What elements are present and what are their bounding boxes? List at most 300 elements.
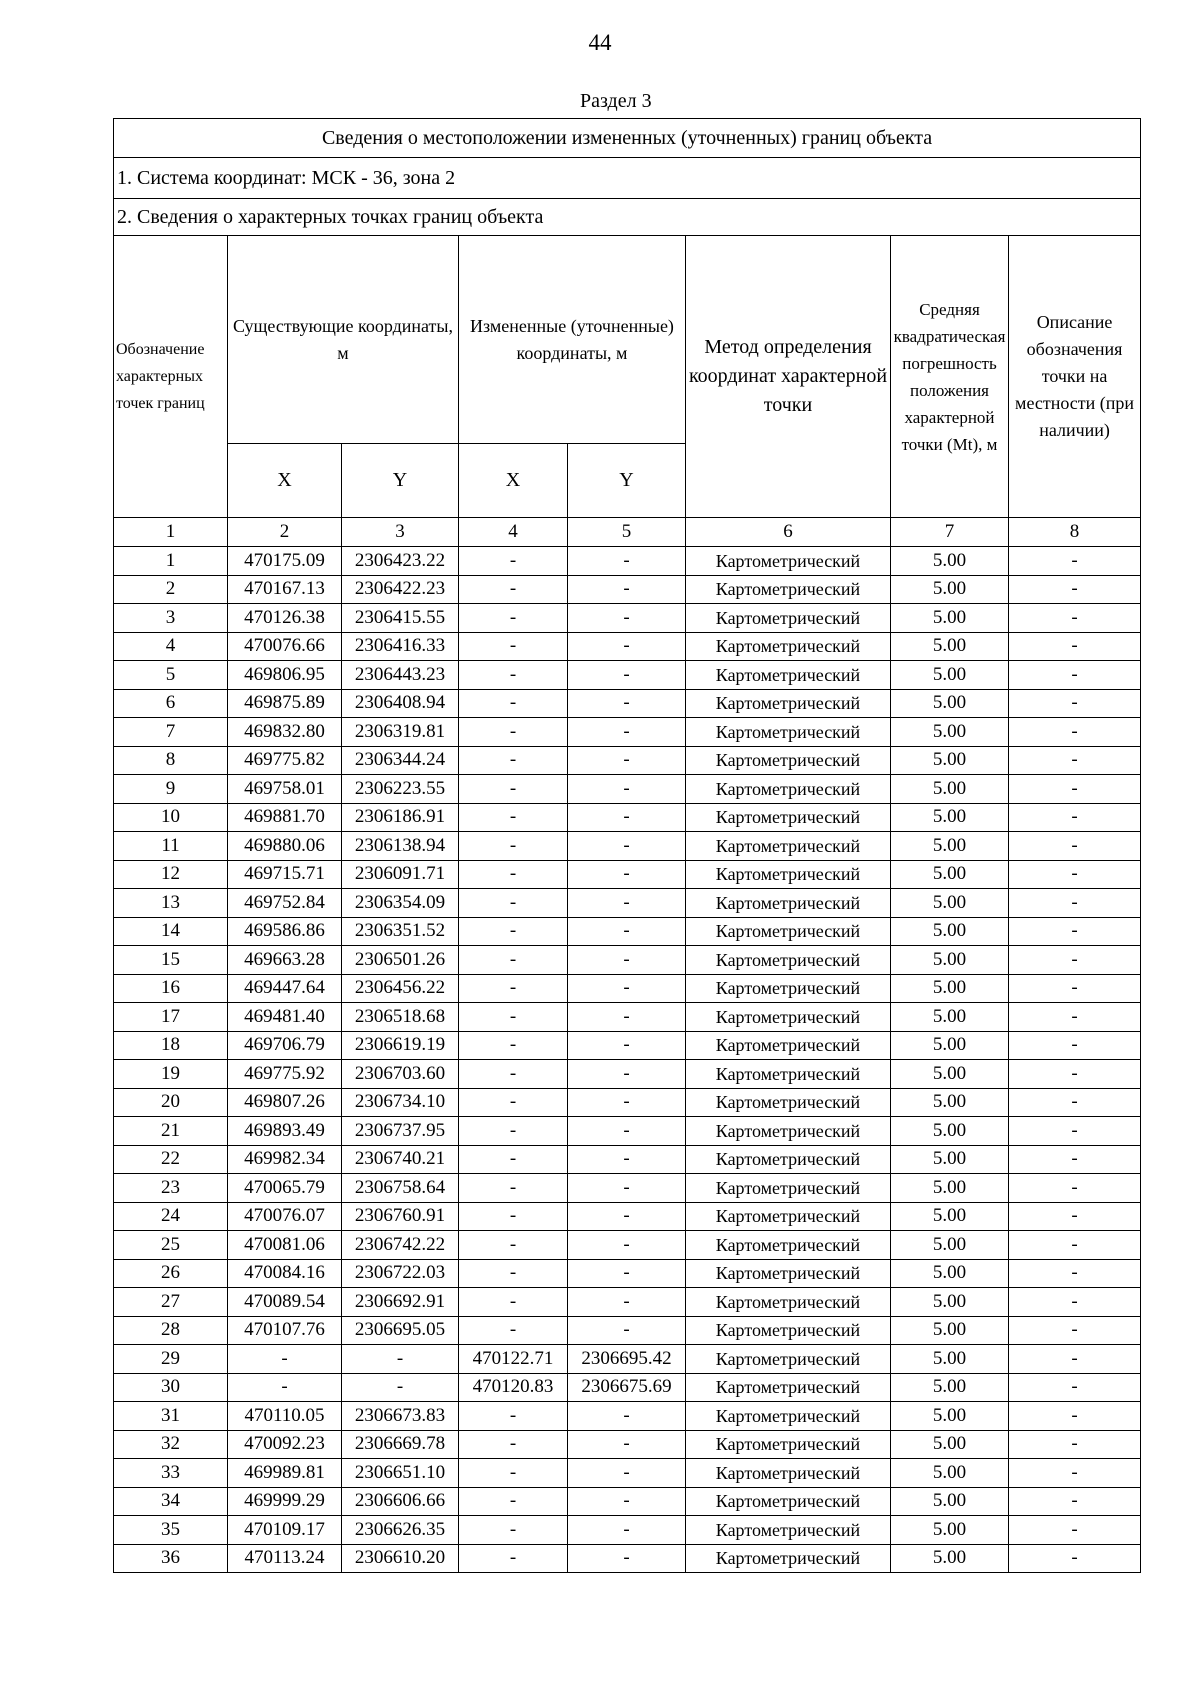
existing-y-cell: 2306760.91 [342,1202,459,1231]
point-id-cell: 14 [114,917,228,946]
table-row [114,1487,1141,1516]
method-cell: Картометрический [686,1516,891,1545]
method-cell: Картометрический [686,718,891,747]
table-row [114,1430,1141,1459]
changed-x-cell: - [459,1174,568,1203]
existing-x-cell: 469481.40 [228,1003,342,1032]
changed-x-cell: - [459,1544,568,1573]
table-row [114,1345,1141,1374]
existing-y-cell: 2306692.91 [342,1288,459,1317]
changed-y-cell: - [568,917,686,946]
header-existing-coords: Существующие координаты, м [228,236,459,444]
existing-x-cell: 470126.38 [228,604,342,633]
error-cell: 5.00 [891,1259,1009,1288]
changed-x-cell: - [459,1088,568,1117]
column-number: 5 [568,518,686,547]
existing-x-cell: 470113.24 [228,1544,342,1573]
method-cell: Картометрический [686,1174,891,1203]
changed-y-cell: - [568,746,686,775]
point-id-cell: 33 [114,1459,228,1488]
table-row [114,974,1141,1003]
changed-x-cell: - [459,632,568,661]
error-cell: 5.00 [891,1316,1009,1345]
changed-x-cell: - [459,1288,568,1317]
changed-x-cell: - [459,1316,568,1345]
existing-x-cell: 469832.80 [228,718,342,747]
header-changed-x: X [459,444,568,518]
table-row [114,718,1141,747]
existing-y-cell: 2306518.68 [342,1003,459,1032]
existing-x-cell: 469982.34 [228,1145,342,1174]
existing-y-cell: 2306456.22 [342,974,459,1003]
changed-y-cell: - [568,1259,686,1288]
changed-y-cell: - [568,718,686,747]
changed-y-cell: - [568,575,686,604]
changed-y-cell: - [568,689,686,718]
changed-x-cell: - [459,1202,568,1231]
point-id-cell: 15 [114,946,228,975]
method-cell: Картометрический [686,575,891,604]
error-cell: 5.00 [891,1202,1009,1231]
method-cell: Картометрический [686,632,891,661]
table-row [114,1088,1141,1117]
header-error: Средняя квадратическая погрешность положения характерной точки (Mt), м [891,236,1009,518]
changed-y-cell: - [568,1430,686,1459]
table-row [114,946,1141,975]
existing-y-cell: 2306319.81 [342,718,459,747]
changed-y-cell: - [568,1516,686,1545]
table-row [114,1288,1141,1317]
existing-y-cell: - [342,1373,459,1402]
changed-y-cell: - [568,1231,686,1260]
existing-y-cell: - [342,1345,459,1374]
table-row [114,1544,1141,1573]
error-cell: 5.00 [891,746,1009,775]
table-banner: Сведения о местоположении измененных (уточненных) границ объекта [114,119,1141,158]
existing-y-cell: 2306443.23 [342,661,459,690]
method-cell: Картометрический [686,1430,891,1459]
error-cell: 5.00 [891,661,1009,690]
changed-x-cell: - [459,661,568,690]
changed-y-cell: - [568,1088,686,1117]
error-cell: 5.00 [891,832,1009,861]
changed-x-cell: - [459,718,568,747]
error-cell: 5.00 [891,917,1009,946]
error-cell: 5.00 [891,1459,1009,1488]
method-cell: Картометрический [686,1487,891,1516]
existing-x-cell: 469758.01 [228,775,342,804]
changed-x-cell: - [459,746,568,775]
existing-y-cell: 2306091.71 [342,860,459,889]
error-cell: 5.00 [891,860,1009,889]
changed-x-cell: - [459,1145,568,1174]
method-cell: Картометрический [686,1231,891,1260]
error-cell: 5.00 [891,1003,1009,1032]
changed-x-cell: - [459,917,568,946]
method-cell: Картометрический [686,1373,891,1402]
changed-y-cell: - [568,604,686,633]
column-number: 1 [114,518,228,547]
method-cell: Картометрический [686,604,891,633]
existing-x-cell: 470175.09 [228,547,342,576]
changed-y-cell: 2306675.69 [568,1373,686,1402]
table-row [114,1516,1141,1545]
error-cell: 5.00 [891,632,1009,661]
method-cell: Картометрический [686,917,891,946]
changed-x-cell: - [459,1259,568,1288]
changed-x-cell: 470120.83 [459,1373,568,1402]
changed-y-cell: - [568,946,686,975]
method-cell: Картометрический [686,832,891,861]
table-row [114,917,1141,946]
description-cell: - [1009,974,1141,1003]
changed-x-cell: 470122.71 [459,1345,568,1374]
point-id-cell: 36 [114,1544,228,1573]
changed-x-cell: - [459,1459,568,1488]
point-id-cell: 6 [114,689,228,718]
error-cell: 5.00 [891,1345,1009,1374]
existing-y-cell: 2306223.55 [342,775,459,804]
existing-x-cell: 470084.16 [228,1259,342,1288]
error-cell: 5.00 [891,974,1009,1003]
changed-y-cell: - [568,860,686,889]
point-id-cell: 32 [114,1430,228,1459]
existing-x-cell: - [228,1373,342,1402]
description-cell: - [1009,1316,1141,1345]
table-row [114,632,1141,661]
description-cell: - [1009,1487,1141,1516]
method-cell: Картометрический [686,547,891,576]
existing-y-cell: 2306737.95 [342,1117,459,1146]
method-cell: Картометрический [686,1459,891,1488]
description-cell: - [1009,718,1141,747]
existing-x-cell: 469999.29 [228,1487,342,1516]
existing-y-cell: 2306423.22 [342,547,459,576]
description-cell: - [1009,775,1141,804]
header-description: Описание обозначения точки на местности (при наличии) [1009,236,1141,518]
existing-y-cell: 2306758.64 [342,1174,459,1203]
error-cell: 5.00 [891,1145,1009,1174]
point-id-cell: 4 [114,632,228,661]
description-cell: - [1009,547,1141,576]
method-cell: Картометрический [686,1003,891,1032]
changed-y-cell: - [568,1117,686,1146]
header-method: Метод определения координат характерной точки [686,236,891,518]
method-cell: Картометрический [686,1288,891,1317]
method-cell: Картометрический [686,1316,891,1345]
changed-y-cell: - [568,547,686,576]
description-cell: - [1009,889,1141,918]
boundary-points-table [113,118,1141,1573]
description-cell: - [1009,1459,1141,1488]
header-changed-y: Y [568,444,686,518]
existing-y-cell: 2306673.83 [342,1402,459,1431]
column-number: 8 [1009,518,1141,547]
error-cell: 5.00 [891,1060,1009,1089]
existing-x-cell: 470081.06 [228,1231,342,1260]
error-cell: 5.00 [891,718,1009,747]
point-id-cell: 26 [114,1259,228,1288]
changed-x-cell: - [459,689,568,718]
table-row [114,1031,1141,1060]
point-id-cell: 34 [114,1487,228,1516]
table-row [114,1316,1141,1345]
description-cell: - [1009,1060,1141,1089]
changed-x-cell: - [459,1487,568,1516]
existing-x-cell: 470092.23 [228,1430,342,1459]
method-cell: Картометрический [686,775,891,804]
changed-y-cell: - [568,1402,686,1431]
existing-y-cell: 2306186.91 [342,803,459,832]
point-id-cell: 28 [114,1316,228,1345]
existing-x-cell: 469875.89 [228,689,342,718]
column-number: 2 [228,518,342,547]
error-cell: 5.00 [891,803,1009,832]
point-id-cell: 22 [114,1145,228,1174]
table-row [114,1202,1141,1231]
table-row [114,832,1141,861]
changed-y-cell: - [568,1145,686,1174]
changed-x-cell: - [459,575,568,604]
description-cell: - [1009,803,1141,832]
changed-y-cell: - [568,1031,686,1060]
header-designation: Обозначение характерных точек границ [114,236,228,518]
method-cell: Картометрический [686,1060,891,1089]
error-cell: 5.00 [891,1031,1009,1060]
point-id-cell: 3 [114,604,228,633]
existing-x-cell: 469806.95 [228,661,342,690]
description-cell: - [1009,1231,1141,1260]
changed-x-cell: - [459,1231,568,1260]
method-cell: Картометрический [686,860,891,889]
table-row [114,746,1141,775]
description-cell: - [1009,1288,1141,1317]
section-label: Раздел 3 [580,90,652,112]
method-cell: Картометрический [686,974,891,1003]
error-cell: 5.00 [891,1516,1009,1545]
existing-y-cell: 2306695.05 [342,1316,459,1345]
table-row [114,1117,1141,1146]
changed-y-cell: - [568,1202,686,1231]
existing-x-cell: 470089.54 [228,1288,342,1317]
changed-y-cell: - [568,1174,686,1203]
existing-y-cell: 2306734.10 [342,1088,459,1117]
existing-y-cell: 2306422.23 [342,575,459,604]
changed-y-cell: - [568,803,686,832]
table-row [114,575,1141,604]
column-number: 4 [459,518,568,547]
changed-x-cell: - [459,803,568,832]
existing-y-cell: 2306669.78 [342,1430,459,1459]
description-cell: - [1009,1345,1141,1374]
table-row [114,1060,1141,1089]
point-id-cell: 1 [114,547,228,576]
method-cell: Картометрический [686,1031,891,1060]
existing-x-cell: 470076.66 [228,632,342,661]
existing-y-cell: 2306415.55 [342,604,459,633]
description-cell: - [1009,1373,1141,1402]
method-cell: Картометрический [686,1145,891,1174]
existing-x-cell: 469807.26 [228,1088,342,1117]
point-id-cell: 31 [114,1402,228,1431]
table-row [114,661,1141,690]
changed-y-cell: - [568,1487,686,1516]
point-id-cell: 9 [114,775,228,804]
table-row [114,1373,1141,1402]
existing-y-cell: 2306626.35 [342,1516,459,1545]
error-cell: 5.00 [891,1088,1009,1117]
description-cell: - [1009,1088,1141,1117]
changed-y-cell: - [568,889,686,918]
existing-x-cell: 469447.64 [228,974,342,1003]
error-cell: 5.00 [891,775,1009,804]
description-cell: - [1009,917,1141,946]
changed-x-cell: - [459,1117,568,1146]
existing-x-cell: 469752.84 [228,889,342,918]
existing-x-cell: 469775.92 [228,1060,342,1089]
existing-x-cell: 469893.49 [228,1117,342,1146]
point-id-cell: 35 [114,1516,228,1545]
point-id-cell: 5 [114,661,228,690]
error-cell: 5.00 [891,1402,1009,1431]
changed-y-cell: - [568,632,686,661]
table-row [114,775,1141,804]
point-id-cell: 13 [114,889,228,918]
error-cell: 5.00 [891,1174,1009,1203]
existing-x-cell: 469775.82 [228,746,342,775]
table-row [114,1402,1141,1431]
existing-y-cell: 2306138.94 [342,832,459,861]
existing-y-cell: 2306606.66 [342,1487,459,1516]
table-row [114,889,1141,918]
description-cell: - [1009,1174,1141,1203]
changed-y-cell: - [568,1060,686,1089]
table-row [114,547,1141,576]
changed-y-cell: - [568,1459,686,1488]
changed-y-cell: - [568,1544,686,1573]
description-cell: - [1009,575,1141,604]
description-cell: - [1009,1003,1141,1032]
table-row [114,1459,1141,1488]
point-id-cell: 18 [114,1031,228,1060]
error-cell: 5.00 [891,1288,1009,1317]
existing-y-cell: 2306722.03 [342,1259,459,1288]
description-cell: - [1009,1544,1141,1573]
changed-x-cell: - [459,547,568,576]
method-cell: Картометрический [686,1402,891,1431]
error-cell: 5.00 [891,547,1009,576]
existing-x-cell: 470107.76 [228,1316,342,1345]
existing-y-cell: 2306651.10 [342,1459,459,1488]
table-row [114,860,1141,889]
description-cell: - [1009,1117,1141,1146]
changed-x-cell: - [459,946,568,975]
existing-x-cell: 469881.70 [228,803,342,832]
error-cell: 5.00 [891,604,1009,633]
changed-x-cell: - [459,1430,568,1459]
description-cell: - [1009,689,1141,718]
existing-x-cell: 469586.86 [228,917,342,946]
point-id-cell: 30 [114,1373,228,1402]
description-cell: - [1009,661,1141,690]
existing-y-cell: 2306610.20 [342,1544,459,1573]
description-cell: - [1009,946,1141,975]
table-row [114,803,1141,832]
changed-x-cell: - [459,1031,568,1060]
column-numbers-row [114,518,1141,547]
table-row [114,1003,1141,1032]
existing-x-cell: 470109.17 [228,1516,342,1545]
page-number: 44 [588,30,612,55]
method-cell: Картометрический [686,1088,891,1117]
point-id-cell: 7 [114,718,228,747]
point-id-cell: 12 [114,860,228,889]
existing-x-cell: 470076.07 [228,1202,342,1231]
method-cell: Картометрический [686,1345,891,1374]
error-cell: 5.00 [891,1117,1009,1146]
description-cell: - [1009,1430,1141,1459]
existing-x-cell: 470110.05 [228,1402,342,1431]
existing-y-cell: 2306619.19 [342,1031,459,1060]
changed-y-cell: - [568,775,686,804]
existing-x-cell: 469706.79 [228,1031,342,1060]
method-cell: Картометрический [686,803,891,832]
points-caption: 2. Сведения о характерных точках границ объекта [114,199,1141,236]
point-id-cell: 23 [114,1174,228,1203]
header-existing-x: X [228,444,342,518]
changed-x-cell: - [459,604,568,633]
existing-y-cell: 2306344.24 [342,746,459,775]
error-cell: 5.00 [891,1487,1009,1516]
error-cell: 5.00 [891,689,1009,718]
point-id-cell: 27 [114,1288,228,1317]
existing-y-cell: 2306501.26 [342,946,459,975]
changed-y-cell: 2306695.42 [568,1345,686,1374]
changed-y-cell: - [568,974,686,1003]
error-cell: 5.00 [891,1544,1009,1573]
method-cell: Картометрический [686,1259,891,1288]
description-cell: - [1009,832,1141,861]
changed-x-cell: - [459,860,568,889]
column-number: 7 [891,518,1009,547]
existing-x-cell: 469989.81 [228,1459,342,1488]
table-row [114,1145,1141,1174]
existing-x-cell: 470065.79 [228,1174,342,1203]
method-cell: Картометрический [686,746,891,775]
header-changed-coords: Измененные (уточненные) координаты, м [459,236,686,444]
point-id-cell: 21 [114,1117,228,1146]
method-cell: Картометрический [686,689,891,718]
point-id-cell: 16 [114,974,228,1003]
table-row [114,1231,1141,1260]
description-cell: - [1009,1031,1141,1060]
description-cell: - [1009,1259,1141,1288]
description-cell: - [1009,632,1141,661]
existing-y-cell: 2306740.21 [342,1145,459,1174]
changed-x-cell: - [459,1516,568,1545]
existing-x-cell: - [228,1345,342,1374]
description-cell: - [1009,604,1141,633]
description-cell: - [1009,860,1141,889]
point-id-cell: 20 [114,1088,228,1117]
existing-y-cell: 2306416.33 [342,632,459,661]
existing-y-cell: 2306408.94 [342,689,459,718]
table-row [114,1259,1141,1288]
description-cell: - [1009,1516,1141,1545]
error-cell: 5.00 [891,1373,1009,1402]
point-id-cell: 17 [114,1003,228,1032]
changed-x-cell: - [459,974,568,1003]
